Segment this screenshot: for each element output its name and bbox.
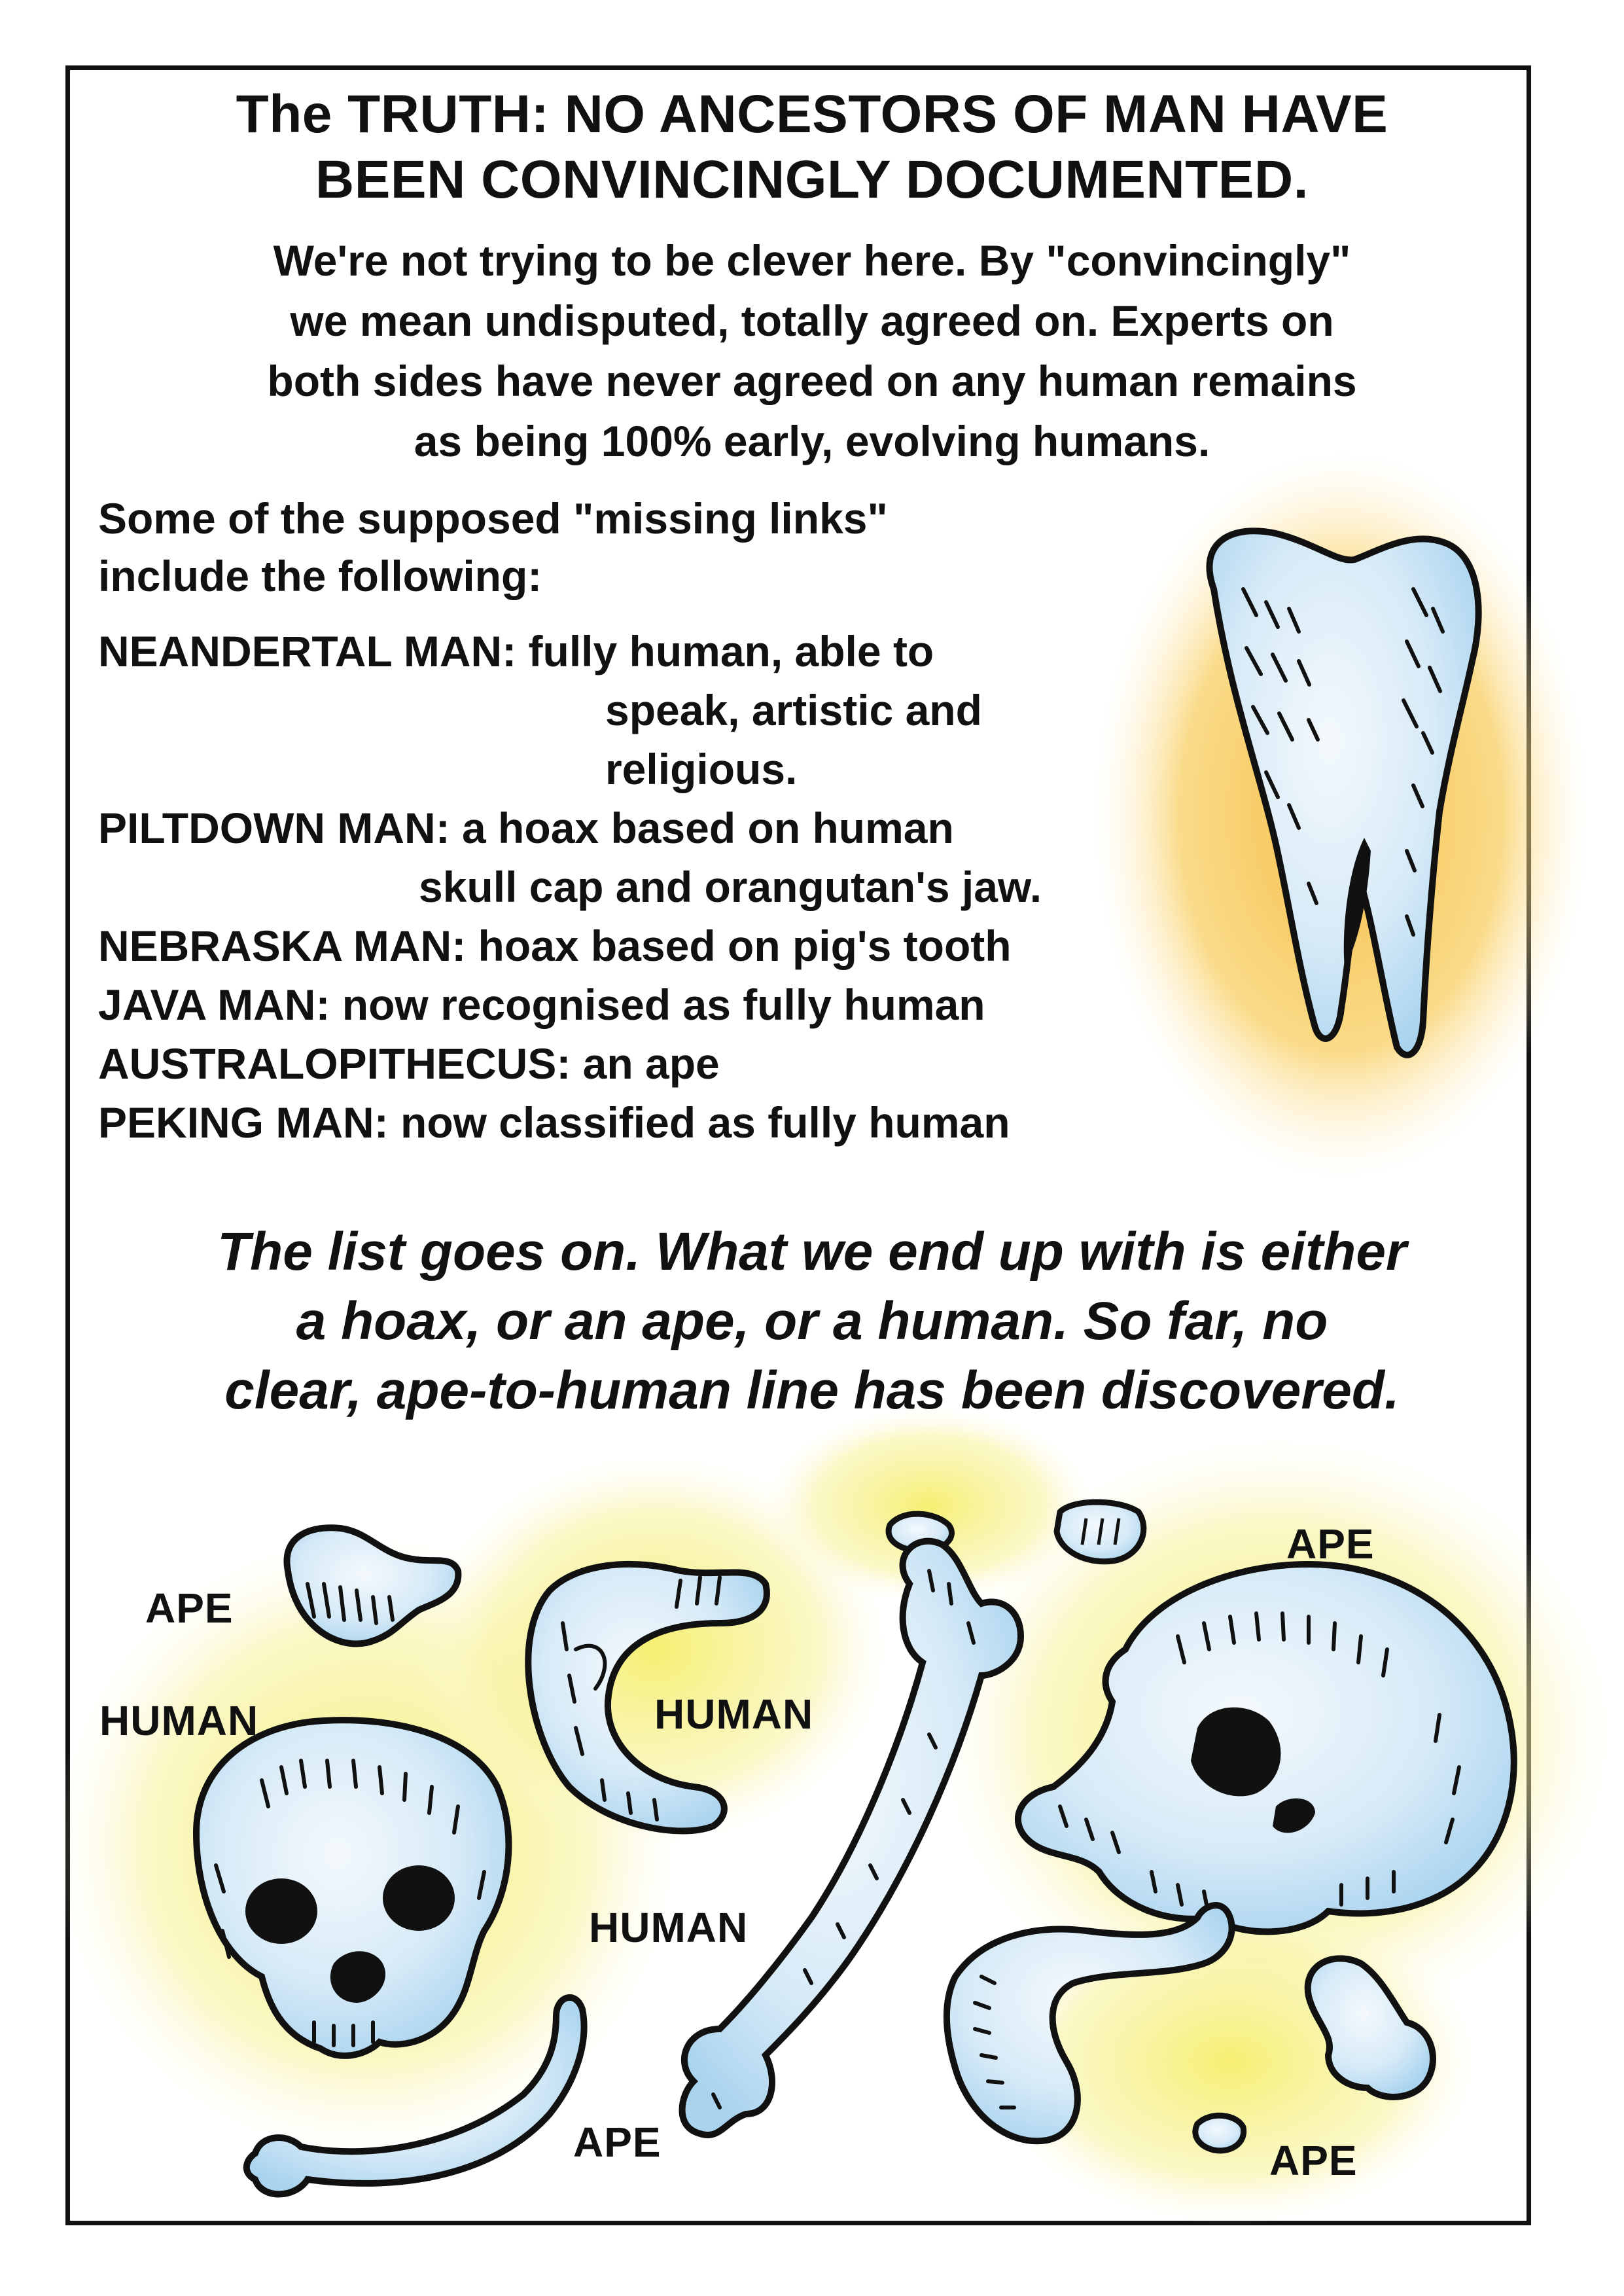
list-term: NEBRASKA MAN xyxy=(98,922,452,970)
label-human-jaw: HUMAN xyxy=(654,1691,814,1738)
list-item-australopithecus xyxy=(98,1034,1210,1093)
list-item-neandertal xyxy=(98,622,1210,798)
list-desc: : hoax based on pig's tooth xyxy=(451,922,1012,970)
title-line-2: BEEN CONVINCINGLY DOCUMENTED. xyxy=(315,150,1309,209)
label-human-skull: HUMAN xyxy=(99,1697,259,1744)
list-desc: : now recognised as fully human xyxy=(315,980,985,1029)
intro-line-3: both sides have never agreed on any human remains xyxy=(267,357,1357,405)
list-desc: : fully human, able to xyxy=(502,627,934,675)
intro-line-4: as being 100% early, evolving humans. xyxy=(414,417,1210,465)
list-item-nebraska xyxy=(98,916,1210,975)
closing-line-2: a hoax, or an ape, or a human. So far, no xyxy=(296,1291,1328,1351)
label-human-femur: HUMAN xyxy=(589,1904,749,1951)
list-desc-cont: skull cap and orangutan's jaw. xyxy=(419,863,1042,911)
list-item-java xyxy=(98,975,1210,1034)
list-desc: : a hoax based on human xyxy=(435,804,954,852)
intro-paragraph xyxy=(0,230,1624,471)
list-desc: : now classified as fully human xyxy=(374,1098,1010,1147)
list-term: AUSTRALOPITHECUS xyxy=(98,1039,557,1088)
closing-line-3: clear, ape-to-human line has been discovered. xyxy=(224,1361,1400,1420)
closing-statement xyxy=(0,1217,1624,1426)
closing-line-1: The list goes on. What we end up with is either xyxy=(217,1222,1407,1282)
missing-links-list xyxy=(98,622,1210,1152)
label-ape-rib: APE xyxy=(573,2119,662,2166)
list-term: NEANDERTAL MAN xyxy=(98,627,503,675)
list-item-peking xyxy=(98,1093,1210,1152)
label-ape-jaw: APE xyxy=(145,1585,234,1632)
list-desc-cont: religious. xyxy=(605,745,798,793)
title-line-1: The TRUTH: NO ANCESTORS OF MAN HAVE xyxy=(236,84,1388,144)
list-desc-cont: speak, artistic and xyxy=(605,686,982,734)
list-desc: : an ape xyxy=(556,1039,720,1088)
list-item-piltdown xyxy=(98,798,1210,916)
lead-line-2: include the following: xyxy=(98,552,542,600)
label-ape-small-bone: APE xyxy=(1269,2137,1358,2184)
intro-line-2: we mean undisputed, totally agreed on. Experts on xyxy=(290,296,1334,345)
intro-line-1: We're not trying to be clever here. By "convincingly" xyxy=(273,236,1351,285)
list-lead xyxy=(98,490,888,605)
page-title xyxy=(0,82,1624,213)
list-term: PEKING MAN xyxy=(98,1098,374,1147)
lead-line-1: Some of the supposed "missing links" xyxy=(98,494,888,543)
label-ape-skull: APE xyxy=(1286,1520,1375,1568)
list-term: JAVA MAN xyxy=(98,980,316,1029)
list-term: PILTDOWN MAN xyxy=(98,804,436,852)
